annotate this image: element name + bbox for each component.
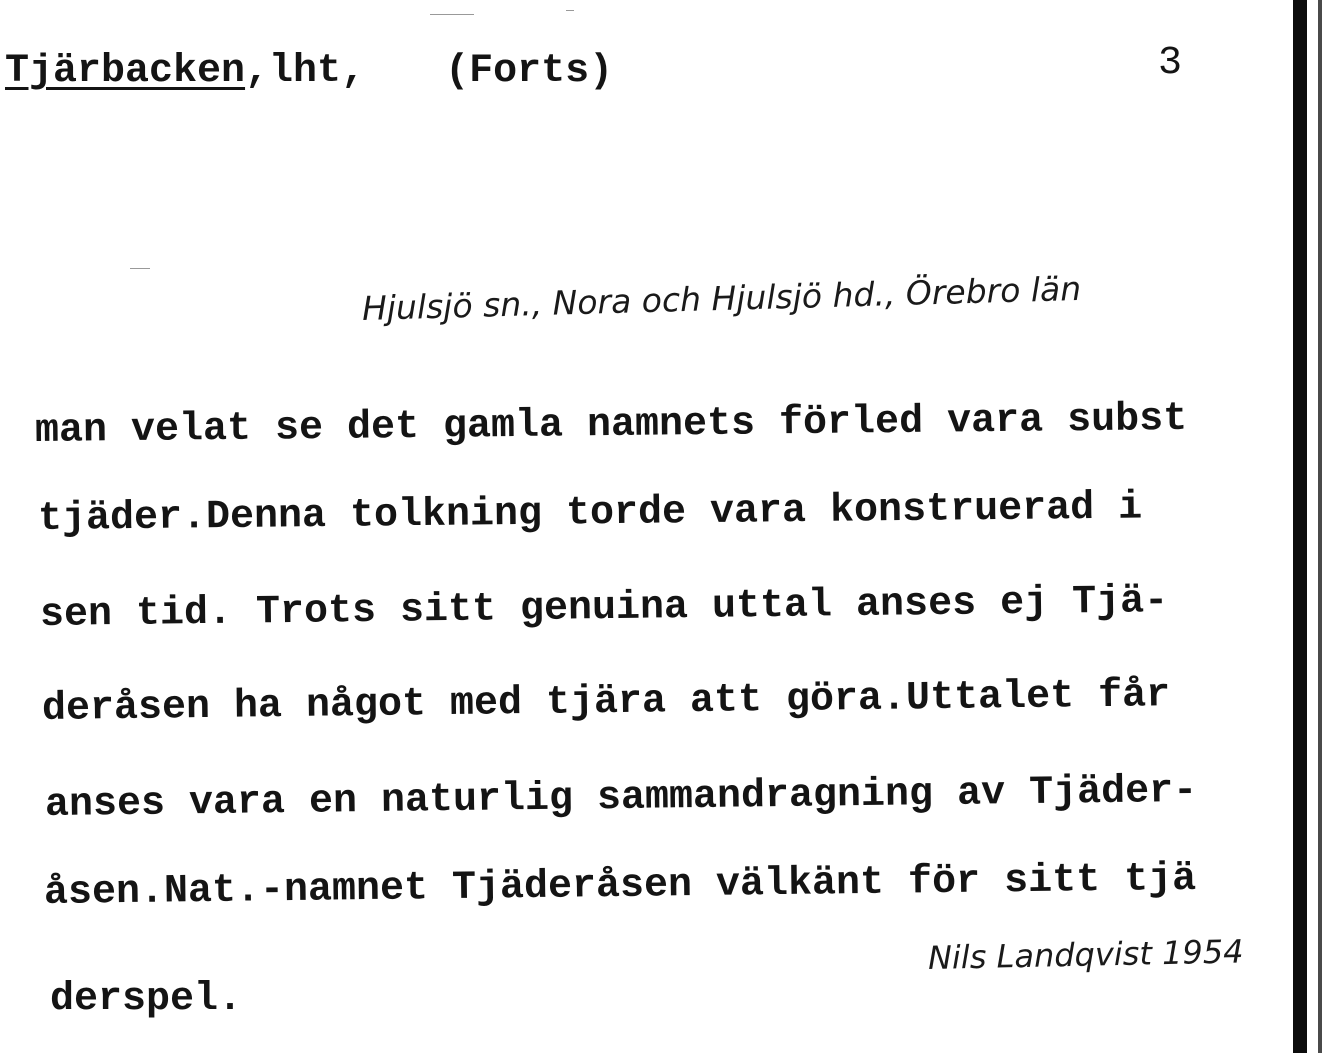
card-right-border-edge [1318, 0, 1322, 1053]
body-line: åsen.Nat.-namnet Tjäderåsen välkänt för sitt tjä [43, 856, 1197, 916]
paper-speck [130, 268, 150, 269]
card-right-border [1293, 0, 1307, 1053]
headword: Tjärbacken [5, 49, 246, 94]
body-line: deråsen ha något med tjära att göra.Uttalet får [41, 673, 1171, 732]
location-stamp: Hjulsjö sn., Nora och Hjulsjö hd., Örebro län [361, 268, 1082, 328]
page-number: 3 [1158, 41, 1183, 86]
card-header [5, 49, 614, 94]
paper-speck [566, 10, 574, 11]
body-line: man velat se det gamla namnets förled vara subst [34, 396, 1188, 454]
paper-speck [430, 14, 474, 15]
headword-suffix: ,lht, [245, 49, 366, 94]
body-line: tjäder.Denna tolkning torde vara konstruerad i [37, 485, 1143, 542]
body-line: derspel. [50, 977, 243, 1022]
signature-stamp: Nils Landqvist 1954 [927, 932, 1244, 977]
body-line: sen tid. Trots sitt genuina uttal anses ej Tjä- [39, 579, 1169, 638]
body-line: anses vara en naturlig sammandragning av Tjäder- [44, 768, 1198, 828]
continuation-marker: (Forts) [445, 49, 614, 94]
